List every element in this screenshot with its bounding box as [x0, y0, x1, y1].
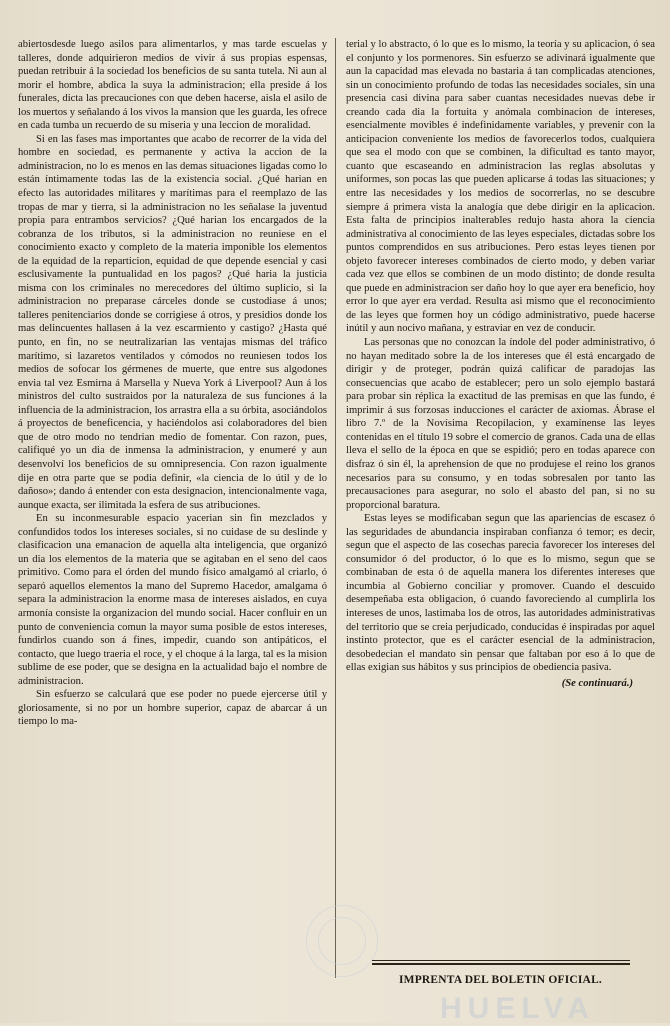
paragraph: Las personas que no conozcan la índole del poder administrativo, ó no hayan meditado sobre la de los intereses que él está encargado de dirigir y de proteger, podrán quizá calificar de paradojas las consecuencias que acabo de establecer; pero un solo ejemplo bastará para probar sin réplica la exactitud de las premisas en que las fundo, é imprimir á sus forzosas inducciones el carácter de axiomas. Ábrase el libro 7.º de la Novísima Recopilacion, y examínense las leyes contenidas en el título 19 sobre el comercio de granos. Cada una de ellas lleva el sello de la época en que se espidió; pero en todas aparece con disfraz ó sin él, la aprehension de que no produjese el reino los granos necesarios para su consumo, y en todas sobresalen por tanto las precausaciones para asegurar, no solo el abasto del pan, si no su proporcional baratura.: [346, 337, 655, 511]
imprint-rule-bottom: [372, 963, 630, 965]
paragraph: Sin esfuerzo se calculará que ese poder no puede ejercerse útil y gloriosamente, si no por un hombre superior, capaz de abarcar á un tiempo lo ma-: [18, 689, 327, 728]
paragraph: abiertosdesde luego asilos para alimentarlos, y mas tarde escuelas y talleres, donde adquirieron medios de vivir á sus propias espensas, puedan retribuir á la sociedad los beneficios de su santa tutela. Ni aun al morir el hombre, abdica la suya la administracion; ella preside á los funerales, dicta las precauciones con que deben hacerse, aisla el asilo de los muertos y señalando á los vivos la mansion que les guarda, les ofrece en cada tumba un recuerdo de su miseria y una leccion de moralidad.: [18, 39, 327, 132]
left-text-column: [18, 38, 327, 1016]
paragraph: En su inconmesurable espacio yacerian sin fin mezclados y confundidos todos los intereses sociales, si no cuidase de su deslinde y clasificacion una emanacion de aquella alta inteligencia, que organizó un dia los elementos de la materia que se agitaban en el seno del caos primitivo. Como para el órden del mundo físico amalgamó al criarlo, ó separó aquellos elementos la mano del Supremo Hacedor, amalgama ó separa la administracion la enorme masa de intereses aislados, en cuya armonía consiste la organizacion del mundo social. Hacer confluir en un punto de conveniencia comun la mayor suma posible de estos intereses, fundirlos cuando son á fines, impedir, cuando son antipáticos, el contacto, que luego traeria el roce, y el choque á la larga, tal es la mision sublime de ese poder, que se designa en la actualidad bajo el nombre de administracion.: [18, 513, 327, 687]
paragraph: terial y lo abstracto, ó lo que es lo mismo, la teoría y su aplicacion, ó sea el conjunto y los pormenores. Sin esfuerzo se adivinará igualmente que aun la capacidad mas elevada no bastaria á tan complicadas atenciones, sin un conocimiento profundo de todas las necesidades sociales, sin una presencia casi divina para saber cuantas necesidades nuevas debe ir creando cada dia la fortuita y anómala combinacion de intereses, esencialmente movibles é indefinidamente variables, y prevenir con la anticipacion conveniente los medios de favorecerlos todos, cualquiera que sea el modo con que se combinen, la dificultad es tanto mayor, cuanto que escaseando en administracion las reglas absolutas y uniformes, son pocas las que pueden aplicarse á todas las situaciones; y entre las necesidades y los medios de socorrerlas, no se descubre siempre á primera vista la analogía que debe dirigir en la aplicacion. Esta falta de principios inalterables redujo hasta ahora la ciencia administrativa al conocimiento de las leyes especiales, dictadas sobre los puntos comprendidos en sus atribuciones. Pero estas leyes tienen por objeto favorecer intereses combinados de cierto modo, y deben variar cada vez que ellos se combinen de un modo distinto; de donde resulta que puede en administracion ser daño hoy lo que ayer era beneficio, hoy error lo que ayer era verdad. Resulta asi mismo que el reconocimiento de las leyes que formen hoy un código administrativo, puede hacerse inútil y aun nocivo mañana, y estraviar en vez de conducir.: [346, 39, 655, 335]
printer-imprint: IMPRENTA DEL BOLETIN OFICIAL.: [398, 974, 603, 986]
right-text-column: [346, 38, 655, 938]
column-divider: [335, 38, 336, 978]
imprint-rule-top: [372, 960, 630, 961]
continuation-note: (Se continuará.): [561, 677, 633, 689]
paragraph: Si en las fases mas importantes que acabo de recorrer de la vida del hombre en sociedad, es permanente y activa la accion de la administracion, no lo es menos en las demas situaciones ligadas como lo están íntimamente todas las de la existencia social. ¿Qué harian en efecto las autoridades militares y marítimas para el reemplazo de las tropas de mar y tierra, si la administracion no les señalase la juventud propia para entrambos servicios? ¿Qué harian los encargados de la cobranza de los tributos, si la administracion no reuniese en el conocimiento exacto y completo de la materia imponible los elementos de la equidad de la reparticion, equidad de que depende esencial y casi esclusivamente la puntualidad en los pagos? ¿Qué haria la justicia misma con los criminales no merecedores del último suplicio, si la administracion no preparase cárceles donde se custodiase á unos; talleres penitenciarios donde se corrigiese á otros, y presidios donde los mas delincuentes hallasen á la vez escarmiento y castigo? ¿Hasta qué punto, en fin, no se neutralizarian las ventajas mismas del tráfico marítimo, si lazaretos ventilados y cómodos no reuniesen todos los medios de sofocar los gérmenes de muerte, que entre sus algodones envia tal vez Esmirna á Marsella y Nueva York á Liverpool? Aun á los ministros del culto sustraidos por la naturaleza de sus funciones á la influencia de la administracion, los arrastra ella a su órbita, asociándolos á proyectos de beneficencia, y haciéndolos asi colaboradores del bien que de otro modo no tendrian medio de fomentar. Con razon, pues, califiqué yo un dia de inmensa la administracion, y enumeré y aun desenvolví los beneficios de su omnipresencia. Con razon igualmente dije en otra parte que se podia definir, «la ciencia de lo útil y de lo dañoso»; dando á entender con esta designacion, intencionalmente vaga, aunque exacta, ser ilimitada la esfera de sus atribuciones.: [18, 133, 327, 511]
library-stamp: [306, 905, 378, 977]
archive-watermark: HUELVA: [440, 992, 595, 1025]
paragraph: Estas leyes se modificaban segun que las apariencias de escasez ó las seguridades de abundancia inspiraban confianza ó temor; es decir, segun que el aspecto de las cosechas parecia favorecer los intereses del consumidor ó del productor, ó lo que es lo mismo, segun que se combinaban de esta ó de aquella manera los diferentes intereses que incumbia al Gobierno conciliar y promover. Cuando el descuido desempeñaba esta obligacion, ó cuando favoreciendo al cumplirla los intereses de unos, lastimaba los de otros, las autoridades administrativas del territorio que se creia perjudicado, conducidas é inspiradas por aquel instinto protector, que es el carácter esencial de la administracion, desobedecian el mandato sin pensar que faltaban por eso á lo que de ellas exigian sus hábitos y sus principios de obediencia pasiva.: [346, 513, 655, 674]
